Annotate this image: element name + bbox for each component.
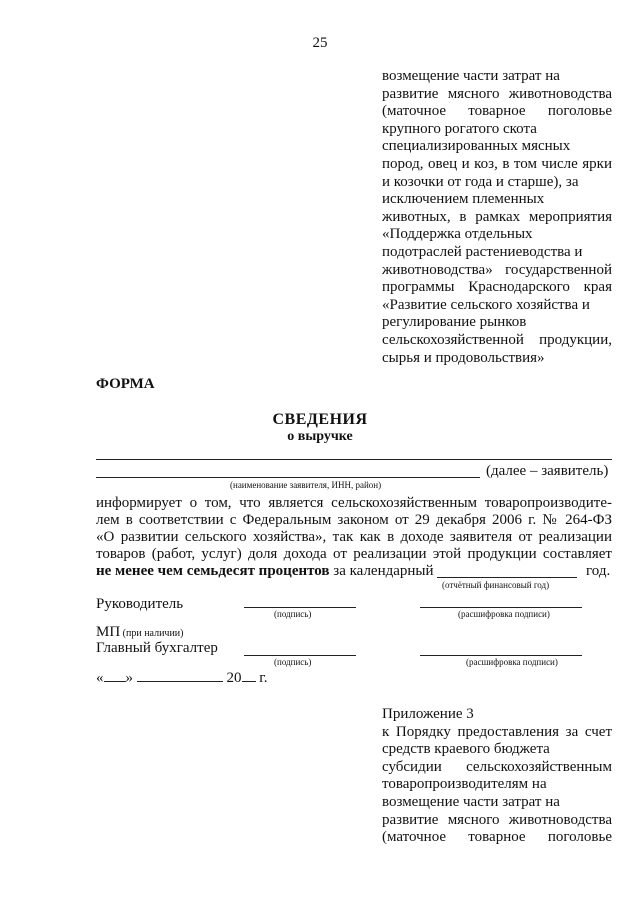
top-block-line: развитие мясного животноводства (382, 85, 612, 102)
accountant-signature-caption: (подпись) (274, 657, 312, 667)
top-block-line: «Развитие сельского хозяйства и (382, 296, 590, 313)
year-field[interactable] (437, 577, 577, 578)
top-block-line: (маточное товарное поголовье (382, 103, 612, 120)
document-subtitle: о выручке (287, 429, 353, 444)
top-block-line: и козочки от года и старше), за (382, 173, 579, 190)
applicant-suffix: (далее – заявитель) (486, 463, 609, 479)
appendix-line: развитие мясного животноводства (382, 811, 612, 828)
stamp-mark: МП (96, 624, 121, 640)
head-signature-caption: (подпись) (274, 609, 312, 619)
date-year-suffix: г. (259, 670, 268, 686)
applicant-name-line-2[interactable] (96, 477, 480, 478)
date-year-prefix: 20 (226, 670, 242, 686)
date-day-field[interactable] (104, 669, 126, 682)
document-title: СВЕДЕНИЯ (272, 411, 368, 428)
date-line (96, 669, 267, 687)
appendix-line: возмещение части затрат на (382, 793, 560, 810)
top-block-line: возмещение части затрат на (382, 68, 560, 84)
top-block-line: исключением племенных (382, 191, 545, 208)
body-line: лем в соответствии с Федеральным законом от 29 декабря 2006 г. № 264-ФЗ (96, 512, 612, 528)
top-block-line: крупного рогатого скота (382, 120, 537, 137)
appendix-line: к Порядку предоставления за счет (382, 723, 612, 740)
body-last-line (96, 563, 434, 580)
accountant-decode-caption: (расшифровка подписи) (466, 657, 558, 667)
top-block-line: животноводства» государственной (382, 261, 612, 278)
date-close-quote: » (125, 670, 133, 686)
head-decode-caption: (расшифровка подписи) (458, 609, 550, 619)
top-block-line: «Поддержка отдельных (382, 226, 533, 243)
body-line: «О развитии сельского хозяйства», так как в доходе заявителя от реализации (96, 529, 612, 545)
year-caption: (отчётный финансовый год) (442, 580, 550, 590)
applicant-name-line-1[interactable] (96, 459, 612, 460)
top-block-line: подотраслей растениеводства и (382, 243, 583, 260)
page-number: 25 (312, 35, 328, 51)
top-block-line: сельскохозяйственной продукции, (382, 331, 612, 348)
top-block-line: животных, в рамках мероприятия (382, 208, 612, 225)
date-month-field[interactable] (137, 669, 223, 682)
top-block-line: пород, овец и коз, в том числе ярки (382, 155, 612, 172)
appendix-line: субсидии сельскохозяйственным (382, 758, 612, 775)
top-block-line: регулирование рынков (382, 314, 527, 331)
body-line: информирует о том, что является сельскохозяйственным товаропроизводите- (96, 495, 612, 511)
appendix-line: товаропроизводителям на (382, 776, 547, 793)
top-block-line: программы Краснодарского края (382, 279, 612, 296)
appendix-line: (маточное товарное поголовье (382, 829, 612, 846)
body-paragraph (96, 495, 612, 563)
stamp-note: (при наличии) (122, 628, 184, 639)
appendix-line: Приложение 3 (382, 706, 474, 722)
body-line: товаров (работ, услуг) доля дохода от реализации этой продукции составляет (96, 546, 612, 562)
top-block-line: специализированных мясных (382, 138, 571, 155)
date-open-quote: « (96, 670, 104, 686)
date-year-field[interactable] (242, 669, 256, 682)
year-suffix: год. (586, 563, 611, 579)
head-signature-field[interactable] (244, 607, 356, 608)
head-decode-field[interactable] (420, 607, 582, 608)
head-label: Руководитель (96, 596, 184, 612)
last-line-text: за календарный (329, 563, 434, 579)
top-right-block (382, 68, 612, 367)
appendix-line: средств краевого бюджета (382, 741, 550, 758)
accountant-signature-field[interactable] (244, 655, 356, 656)
accountant-decode-field[interactable] (420, 655, 582, 656)
applicant-caption: (наименование заявителя, ИНН, район) (230, 480, 382, 490)
top-block-line: сырья и продовольствия» (382, 349, 545, 366)
appendix-block (382, 706, 612, 847)
bold-phrase: не менее чем семьдесят процентов (96, 563, 330, 579)
stamp-label (96, 624, 184, 641)
form-label: ФОРМА (96, 376, 155, 392)
accountant-label: Главный бухгалтер (96, 640, 218, 656)
